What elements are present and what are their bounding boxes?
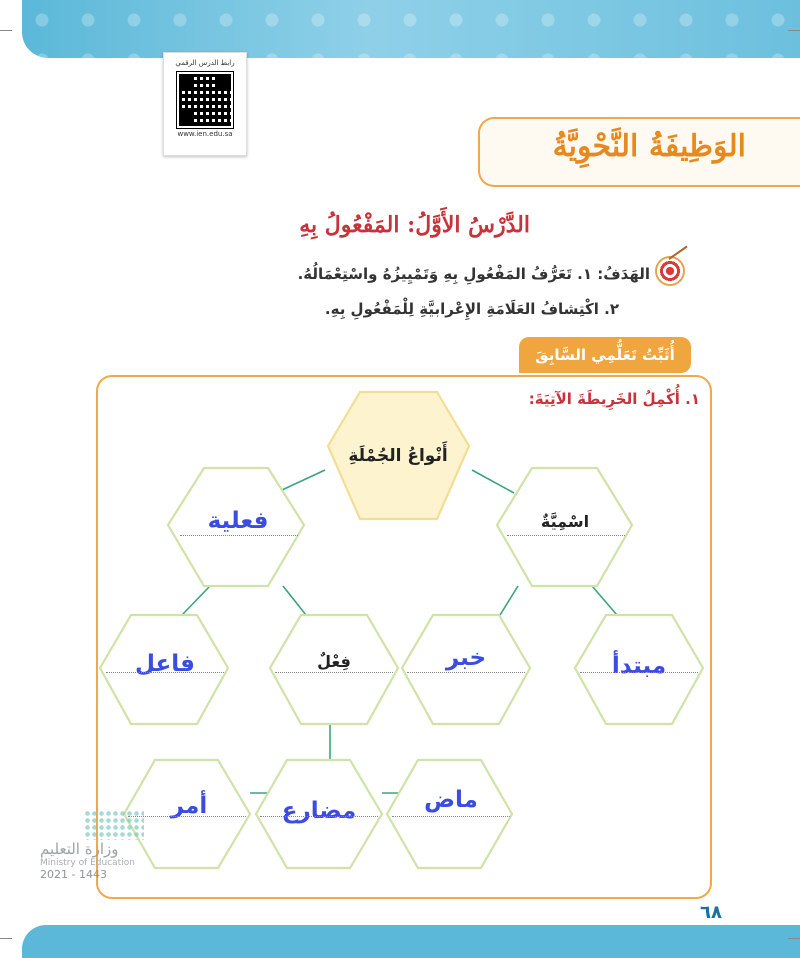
- page-number: ٦٨: [700, 902, 722, 923]
- connector-nominal-khabar: [500, 586, 518, 615]
- map-madi-answer[interactable]: ماض: [424, 787, 478, 813]
- ministry-logo: [40, 810, 150, 881]
- ministry-name-english: Ministry of Education: [40, 858, 135, 868]
- map-nominal-label: اسْمِيَّةٌ: [540, 512, 590, 531]
- bottom-decorative-band: [22, 925, 800, 958]
- answer-line: [407, 672, 525, 673]
- crop-mark: [0, 938, 12, 939]
- unit-title: الوَظِيفَةُ النَّحْوِيَّةُ: [552, 129, 746, 164]
- answer-line: [580, 672, 698, 673]
- answer-line: [180, 535, 298, 536]
- edition-year: 2021 - 1443: [40, 868, 107, 881]
- answer-line: [106, 672, 224, 673]
- crop-mark: [788, 30, 800, 31]
- connector-root-verbal: [282, 470, 325, 490]
- map-mudari-answer[interactable]: مضارع: [281, 798, 357, 824]
- map-khabar-answer[interactable]: خبر: [445, 645, 487, 671]
- map-mubtada-answer[interactable]: مبتدأ: [611, 653, 667, 679]
- map-fail-answer[interactable]: فاعل: [135, 651, 195, 677]
- goal-item-1: ١. تَعَرُّفُ المَفْعُولِ بِهِ وَتَمْيِيزُهُ واسْتِعْمَالُهُ.: [297, 265, 592, 283]
- instruction-text: ١. أُكْمِلُ الخَرِيطَةَ الآتِيَةَ:: [528, 390, 700, 408]
- crop-mark: [788, 938, 800, 939]
- answer-line: [275, 672, 393, 673]
- answer-line: [392, 816, 510, 817]
- connector-nominal-mubtada: [592, 586, 617, 615]
- answer-line: [260, 816, 378, 817]
- connector-root-nominal: [472, 470, 514, 493]
- connector-verbal-fail: [182, 586, 210, 615]
- connector-verbal-fil: [283, 586, 306, 615]
- crop-mark: [0, 30, 12, 31]
- ministry-name-arabic: وزارة التعليم: [40, 840, 119, 858]
- lesson-title: الدَّرْسُ الأَوَّلُ: المَفْعُولُ بِهِ: [299, 212, 530, 238]
- map-amr-answer[interactable]: أمر: [170, 793, 208, 819]
- goal-item-2: ٢. اكْتِشافُ العَلَامَةِ الإِعْرابيَّةِ لِلْمَفْعُولِ بِهِ.: [324, 300, 619, 318]
- qr-label: رابط الدرس الرقمي: [175, 59, 235, 67]
- map-root-label: أَنْواعُ الجُمْلَةِ: [348, 446, 448, 466]
- answer-line: [507, 535, 625, 536]
- qr-url[interactable]: www.ien.edu.sa: [177, 130, 233, 138]
- ministry-logo-icon: [84, 810, 144, 840]
- goal-label: الهَدَفُ:: [597, 265, 650, 283]
- map-verbal-answer[interactable]: فعلية: [207, 508, 269, 534]
- map-fil-label: فِعْلٌ: [317, 652, 351, 671]
- recap-tab: أُثَبِّتُ تَعَلُّمِي السَّابِقَ: [519, 337, 691, 373]
- hex-madi: [387, 760, 512, 868]
